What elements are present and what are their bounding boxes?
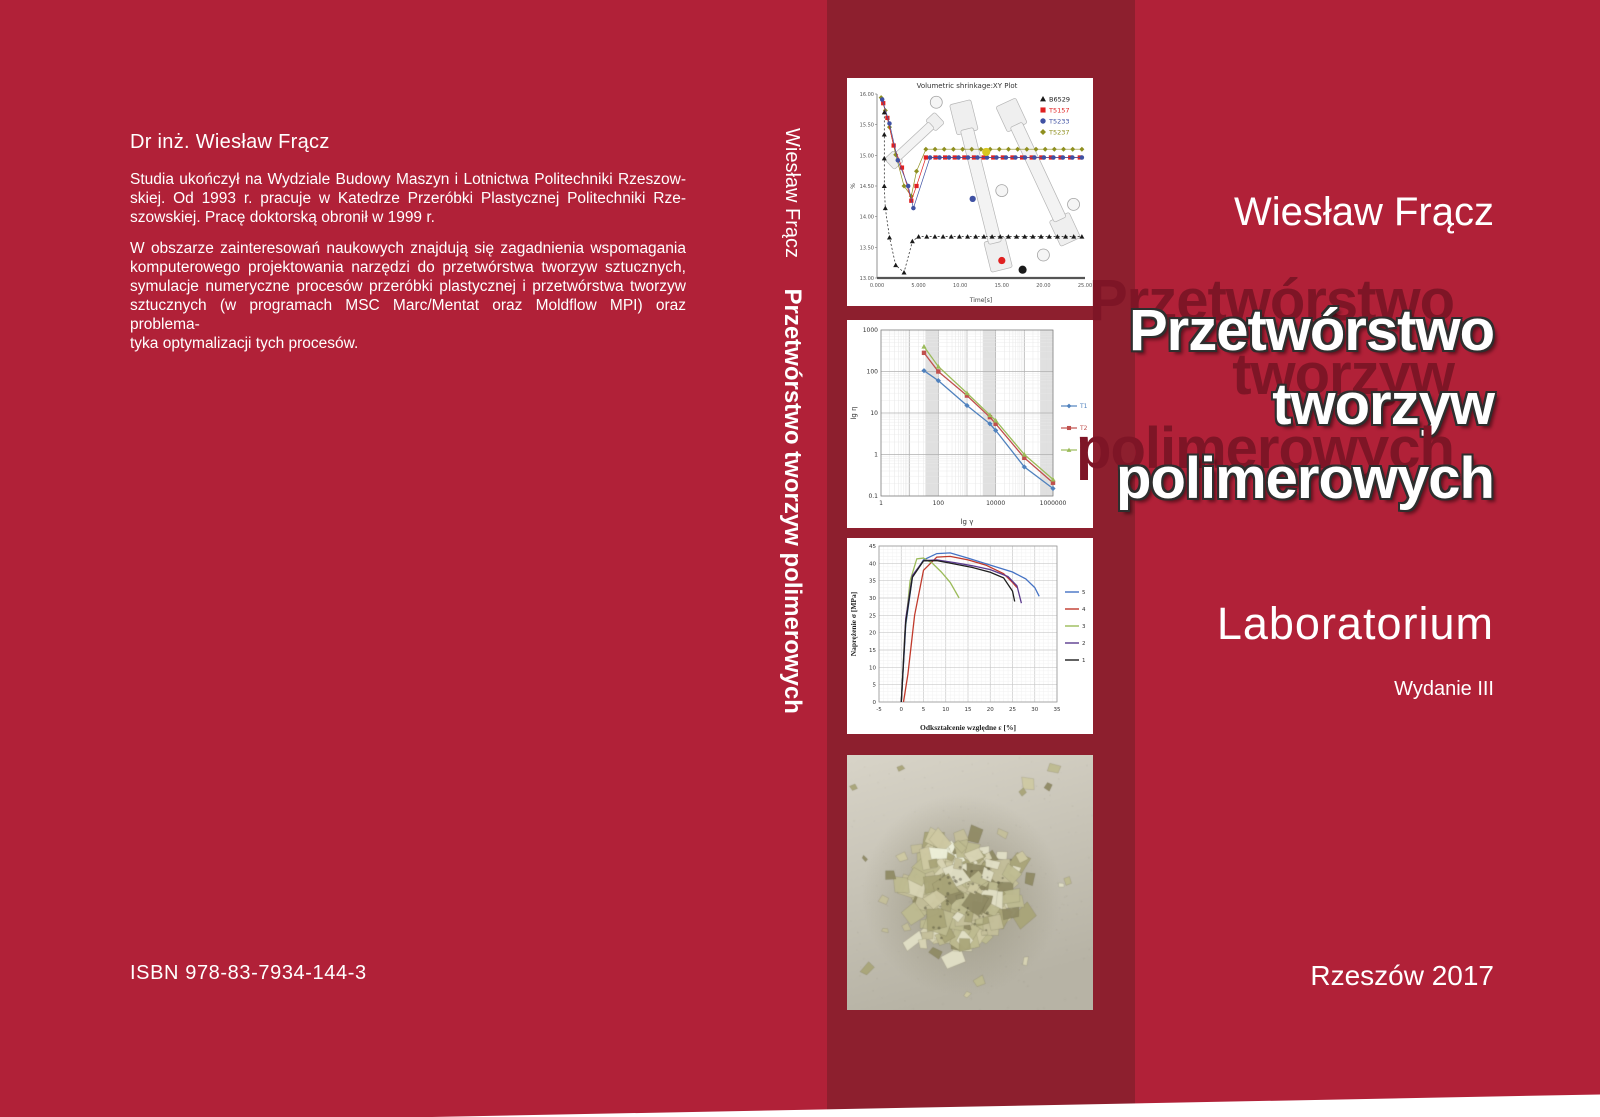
svg-text:25: 25 — [869, 613, 876, 620]
svg-text:Volumetric shrinkage:XY Plot: Volumetric shrinkage:XY Plot — [916, 82, 1018, 90]
front-title — [1116, 294, 1494, 516]
back-cover-text — [130, 131, 686, 365]
svg-text:10: 10 — [870, 410, 878, 417]
page-bottom-margin — [0, 1093, 1600, 1117]
svg-text:15: 15 — [964, 707, 972, 713]
svg-text:5: 5 — [921, 707, 926, 713]
svg-text:T2: T2 — [1080, 425, 1088, 432]
svg-text:5: 5 — [1082, 590, 1086, 596]
isbn-number: ISBN 978-83-7934-144-3 — [130, 962, 367, 984]
front-title-line-2: tworzyw — [1272, 372, 1494, 437]
plastic-flakes-photo-canvas — [847, 755, 1093, 1010]
svg-text:10: 10 — [942, 707, 950, 713]
svg-text:0: 0 — [899, 707, 903, 713]
svg-text:1: 1 — [879, 500, 883, 507]
back-author-heading: Dr inż. Wiesław Frącz — [130, 131, 330, 153]
svg-text:13.00: 13.00 — [859, 276, 874, 282]
svg-text:T5233: T5233 — [1049, 117, 1070, 126]
svg-text:B6529: B6529 — [1049, 95, 1071, 104]
svg-text:Time[s]: Time[s] — [969, 297, 993, 304]
back-bio-paragraph-2: W obszarze zainteresowań naukowych znajdują się zagadnienia wspomagania komputerowego projektowania narzędzi do przetwórstwa tworzyw sztucznych, symulacje numeryczne procesów przeróbki plastycznej i przetwórstwa tworzyw sztucznych (w programach MSC Marc/Mentat oraz Moldflow MPI) oraz problema- tyka optymalizacji tych procesów. — [130, 240, 686, 352]
svg-text:25: 25 — [1009, 707, 1016, 713]
svg-text:15.00: 15.00 — [859, 153, 874, 160]
svg-text:16.00: 16.00 — [859, 92, 874, 98]
svg-text:T1: T1 — [1080, 403, 1088, 410]
back-bio-paragraph-1: Studia ukończył na Wydziale Budowy Maszyn i Lotnictwa Politechniki Rzeszow- skiej. Od 1993 r. pracuje w Katedrze Przeróbki Plastycznej Politechniki Rze- szowskiej. Pracę doktorską obronił w 1999 r. — [130, 171, 686, 226]
svg-text:35: 35 — [869, 578, 876, 585]
svg-text:5.000: 5.000 — [911, 283, 926, 289]
svg-text:0.000: 0.000 — [869, 283, 885, 289]
svg-text:2: 2 — [1082, 641, 1086, 647]
svg-text:25.00: 25.00 — [1077, 283, 1093, 289]
svg-text:10.00: 10.00 — [953, 283, 968, 289]
front-imprint: Rzeszów 2017 — [1310, 960, 1494, 991]
svg-text:lg γ: lg γ — [960, 518, 974, 526]
svg-text:30: 30 — [869, 596, 876, 602]
viscosity-log-plot-image — [847, 320, 1093, 528]
svg-text:1: 1 — [874, 451, 878, 459]
svg-text:0.1: 0.1 — [868, 493, 878, 500]
svg-text:13.50: 13.50 — [859, 245, 874, 252]
svg-text:20: 20 — [869, 630, 876, 637]
svg-text:10: 10 — [869, 665, 876, 672]
svg-text:100: 100 — [866, 368, 878, 376]
svg-text:%: % — [850, 183, 857, 189]
plastic-flakes-photo — [847, 755, 1093, 1010]
svg-text:1000: 1000 — [862, 327, 878, 334]
svg-text:T5157: T5157 — [1049, 106, 1070, 115]
svg-text:15.00: 15.00 — [994, 283, 1009, 289]
spine-title: Przetwórstwo tworzyw polimerowych — [779, 288, 806, 714]
svg-text:1: 1 — [1082, 658, 1086, 664]
svg-text:14.50: 14.50 — [859, 184, 874, 190]
svg-text:Odkształcenie względne ε [%]: Odkształcenie względne ε [%] — [920, 723, 1016, 732]
svg-text:20.00: 20.00 — [1036, 283, 1051, 289]
volumetric-shrinkage-plot-image — [847, 78, 1093, 306]
front-subtitle: Laboratorium — [1216, 598, 1494, 649]
front-author: Wiesław Frącz — [1233, 190, 1494, 234]
svg-text:Naprężenie σ [MPa]: Naprężenie σ [MPa] — [849, 591, 858, 657]
svg-text:3: 3 — [1082, 624, 1086, 630]
front-title-line-1: Przetwórstwo — [1128, 298, 1494, 363]
svg-text:35: 35 — [1053, 707, 1061, 713]
svg-text:1000000: 1000000 — [1039, 500, 1067, 507]
svg-text:45: 45 — [869, 544, 876, 550]
svg-text:lg η: lg η — [850, 406, 858, 420]
svg-text:0: 0 — [872, 700, 876, 706]
spine — [766, 128, 806, 768]
svg-text:T3: T3 — [1080, 447, 1088, 454]
svg-text:4: 4 — [1082, 607, 1086, 613]
svg-text:-5: -5 — [876, 707, 882, 713]
svg-text:15: 15 — [869, 648, 876, 654]
front-title-line-3: polimerowych — [1116, 446, 1494, 511]
svg-text:40: 40 — [869, 561, 876, 568]
svg-text:T5237: T5237 — [1049, 128, 1070, 137]
svg-text:15.50: 15.50 — [859, 122, 874, 129]
svg-text:20: 20 — [986, 707, 994, 713]
svg-text:5: 5 — [872, 682, 876, 689]
front-edition: Wydanie III — [1394, 678, 1494, 700]
svg-text:30: 30 — [1031, 707, 1039, 713]
stress-strain-plot-image — [847, 538, 1093, 734]
spine-author: Wiesław Frącz — [781, 128, 803, 259]
svg-text:100: 100 — [932, 500, 945, 507]
svg-text:10000: 10000 — [986, 500, 1006, 507]
svg-text:14.00: 14.00 — [859, 214, 874, 221]
